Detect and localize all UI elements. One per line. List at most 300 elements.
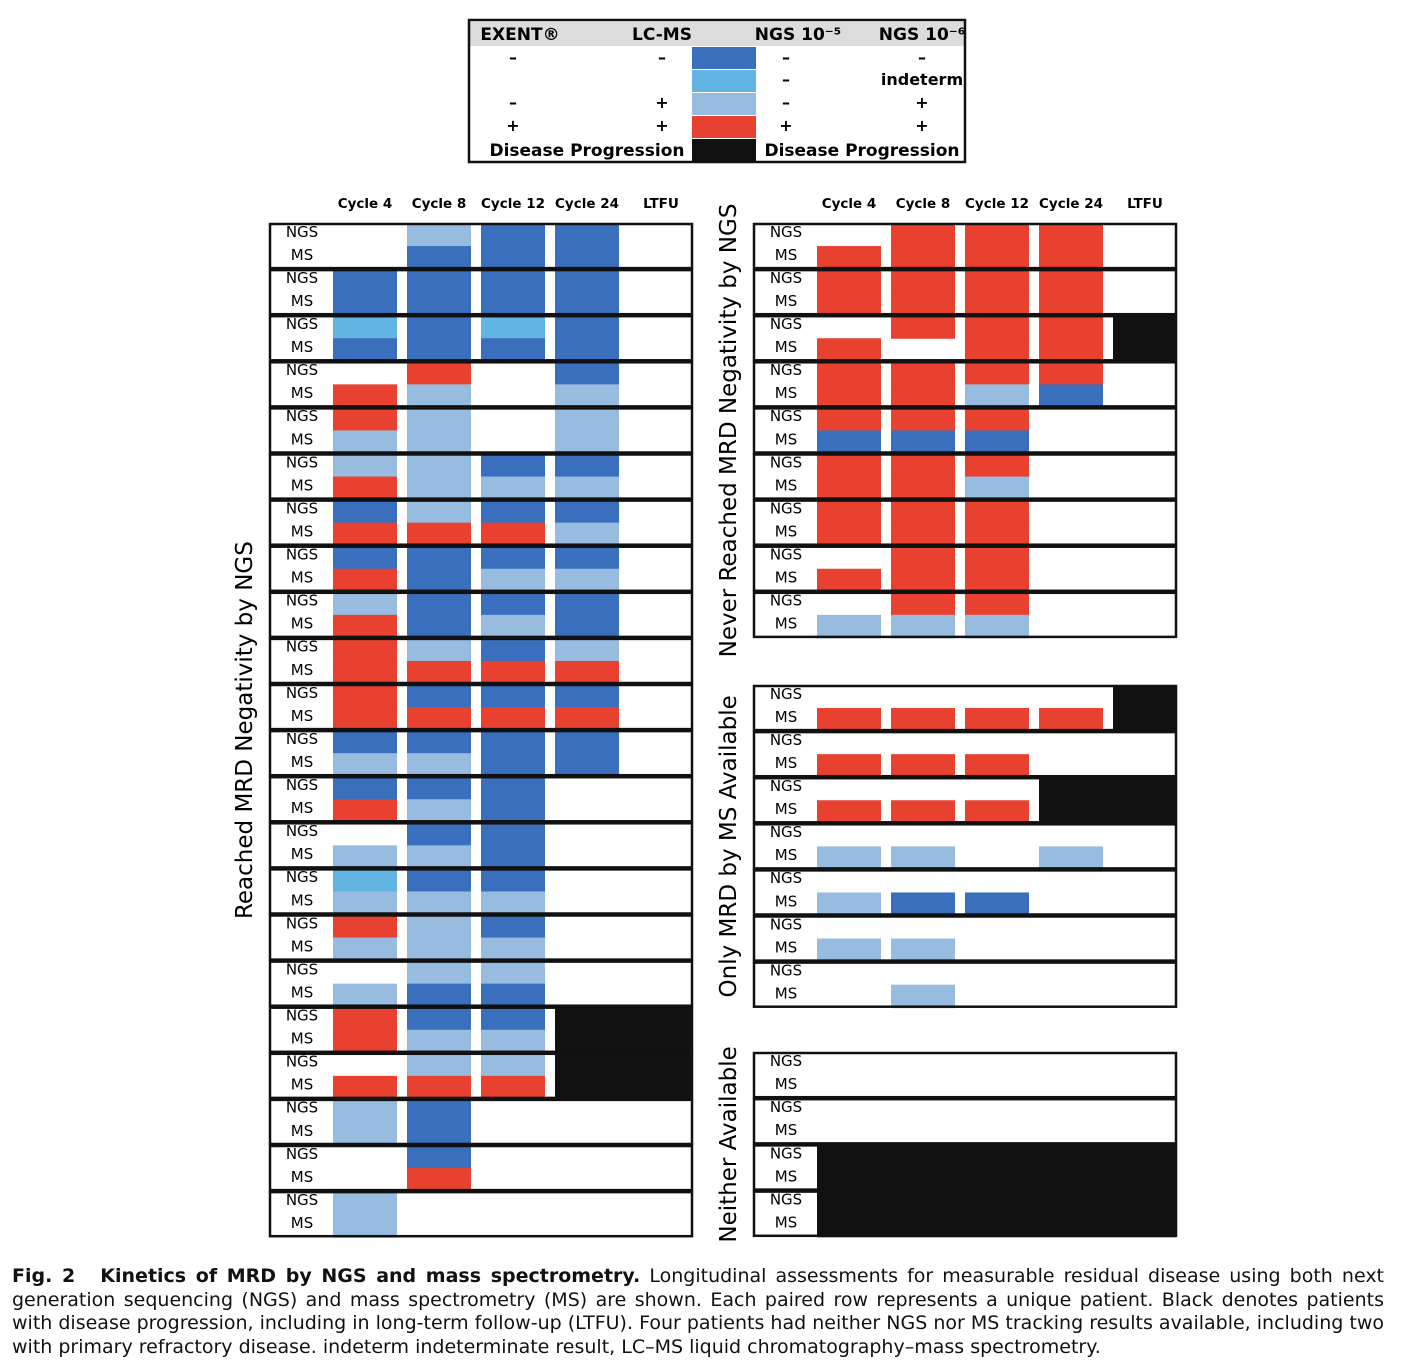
cycle-header-2: Cycle 12: [965, 196, 1029, 212]
row-label-ms: MS: [290, 845, 314, 864]
row-label-ngs: NGS: [769, 823, 803, 842]
patient-row: [270, 1191, 692, 1238]
row-label-ms: MS: [774, 846, 798, 865]
patient-row: [270, 407, 692, 454]
cell-ngs-c2-D: [481, 454, 545, 478]
legend-cell-3-3: +: [915, 116, 929, 135]
patient-row: [270, 684, 692, 731]
patient-row: [754, 315, 1176, 362]
cell-ms-c2-D: [481, 338, 545, 362]
row-label-ms: MS: [774, 338, 798, 357]
cell-ms-c2-D: [481, 799, 545, 823]
row-label-ngs: NGS: [769, 1144, 803, 1163]
cell-ms-c0-R: [333, 569, 397, 593]
cell-ngs-c0-R: [333, 407, 397, 431]
row-label-ngs: NGS: [285, 683, 319, 702]
row-label-ms: MS: [290, 291, 314, 310]
row-label-ms: MS: [290, 1167, 314, 1186]
cell-ngs-c2-D: [481, 269, 545, 293]
cell-ngs-c1-R: [891, 407, 955, 431]
panel-title: Never Reached MRD Negativity by NGS: [716, 203, 742, 658]
cell-ms-c0-R: [817, 523, 881, 547]
row-label-ngs: NGS: [769, 315, 803, 334]
cell-ms-c0-R: [333, 661, 397, 685]
cell-ms-c0-L: [333, 430, 397, 454]
cell-ngs-c0-D: [333, 776, 397, 800]
cell-ms-c2-R: [481, 1076, 545, 1100]
cell-ngs-c0-R: [333, 684, 397, 708]
cell-ms-c2-R: [965, 800, 1029, 824]
patient-row: [270, 546, 692, 593]
cell-ms-c1-L: [407, 845, 471, 869]
cell-ms-c1-D: [891, 430, 955, 454]
legend-progression-right: Disease Progression: [764, 141, 960, 161]
cell-ms-c1-L: [407, 799, 471, 823]
cell-ms-c0-R: [333, 477, 397, 501]
cell-ms-c1-D: [407, 1122, 471, 1146]
patient-row: [270, 1053, 692, 1100]
row-label-ms: MS: [774, 1074, 798, 1093]
cell-ngs-c0-L: [333, 1191, 397, 1215]
cell-ngs-c1-D: [407, 730, 471, 754]
patient-row: [754, 1190, 1176, 1237]
row-label-ngs: NGS: [285, 453, 319, 472]
cell-ms-c1-D: [407, 246, 471, 270]
row-label-ngs: NGS: [285, 545, 319, 564]
cell-ms-c3-L: [555, 477, 619, 501]
row-label-ms: MS: [290, 799, 314, 818]
row-label-ms: MS: [774, 1213, 798, 1232]
cell-ms-c3-K: [555, 1030, 692, 1054]
patient-row: [754, 685, 1176, 732]
panel-only-ms-available: [716, 685, 1176, 1008]
cycle-header-4: LTFU: [1127, 196, 1163, 212]
row-label-ngs: NGS: [769, 222, 803, 241]
row-label-ms: MS: [290, 983, 314, 1002]
cell-ngs-c2-D: [481, 822, 545, 846]
row-label-ms: MS: [774, 245, 798, 264]
cell-ngs-c0-D: [333, 546, 397, 570]
cell-ngs-c2-R: [965, 269, 1029, 293]
cell-ms-c2-D: [481, 753, 545, 777]
cell-ms-c0-L: [333, 891, 397, 915]
row-label-ms: MS: [290, 430, 314, 449]
row-label-ms: MS: [774, 984, 798, 1003]
patient-box: [754, 963, 1176, 1007]
legend-progression-left: Disease Progression: [489, 141, 685, 161]
patient-row: [270, 269, 692, 316]
cell-ms-c1-R: [407, 523, 471, 547]
cell-ms-c2-L: [481, 1030, 545, 1054]
row-label-ngs: NGS: [285, 868, 319, 887]
cell-ngs-c0-R: [333, 1007, 397, 1031]
caption-label: Fig. 2: [12, 1265, 76, 1287]
patient-row: [270, 868, 692, 915]
row-label-ms: MS: [290, 1029, 314, 1048]
cell-ngs-c1-R: [891, 500, 955, 524]
cell-ms-c0-L: [333, 845, 397, 869]
cell-ms-c0-L: [817, 892, 881, 916]
cell-ms-c1-L: [407, 891, 471, 915]
panel-reached-mrd-negativity: [232, 196, 692, 1238]
cell-ms-c0-R: [817, 477, 881, 501]
row-label-ngs: NGS: [285, 822, 319, 841]
patient-row: [270, 361, 692, 408]
cell-ms-c0-L: [333, 1122, 397, 1146]
cell-ngs-c2-R: [965, 315, 1029, 339]
cell-ngs-c3-D: [555, 592, 619, 616]
cell-ngs-c2-R: [965, 454, 1029, 478]
patient-row: [754, 499, 1176, 546]
row-label-ngs: NGS: [769, 684, 803, 703]
cell-ms-c1-D: [407, 984, 471, 1008]
cell-ms-c0-D: [333, 292, 397, 316]
legend-cell-0-2: –: [782, 48, 790, 67]
cell-ngs-c2-D: [481, 500, 545, 524]
cell-ms-c3-R: [1039, 292, 1103, 316]
row-label-ngs: NGS: [769, 1051, 803, 1070]
cell-ms-c1-R: [407, 1076, 471, 1100]
patient-row: [754, 407, 1176, 454]
legend-cell-0-0: –: [509, 48, 517, 67]
cell-ms-c0-R: [817, 246, 881, 270]
cell-ngs-c2-R: [965, 223, 1029, 247]
cell-ms-c3-K: [1039, 800, 1176, 824]
cell-ms-c3-K: [555, 1076, 692, 1100]
patient-row: [754, 546, 1176, 593]
patient-row: [754, 915, 1176, 962]
cell-ms-c1-L: [891, 985, 955, 1009]
cell-ms-c0-R: [333, 1030, 397, 1054]
cell-ngs-c0-L: [333, 592, 397, 616]
cell-ms-c2-L: [481, 615, 545, 639]
cell-ngs-c2-D: [481, 915, 545, 939]
cell-ms-c0-L: [333, 938, 397, 962]
cell-ngs-c1-R: [891, 269, 955, 293]
cell-ms-c2-D: [481, 845, 545, 869]
row-label-ms: MS: [774, 522, 798, 541]
cell-ngs-c3-L: [555, 407, 619, 431]
patient-row: [270, 499, 692, 546]
legend-cell-0-3: –: [918, 48, 926, 67]
legend-cell-1-2: –: [782, 70, 790, 89]
patient-box: [754, 1099, 1176, 1143]
row-label-ms: MS: [290, 1121, 314, 1140]
cell-ms-c0-R: [333, 615, 397, 639]
cell-ngs-c0-R: [817, 500, 881, 524]
cell-ngs-c1-D: [407, 868, 471, 892]
row-label-ngs: NGS: [769, 961, 803, 980]
cell-ms-c2-R: [965, 523, 1029, 547]
legend-cell-3-1: +: [655, 116, 669, 135]
cell-ngs-c2-D: [481, 776, 545, 800]
cell-ms-c0-L: [333, 1214, 397, 1238]
cell-ms-c0-L: [333, 984, 397, 1008]
row-label-ms: MS: [290, 660, 314, 679]
patient-row: [754, 869, 1176, 916]
patient-row: [754, 731, 1176, 778]
legend-cell-2-3: +: [915, 93, 929, 112]
cell-ngs-c2-R: [965, 546, 1029, 570]
row-label-ngs: NGS: [285, 914, 319, 933]
patient-row: [270, 453, 692, 500]
cell-ngs-c0-D: [333, 730, 397, 754]
patient-row: [270, 1145, 692, 1192]
patient-row: [754, 823, 1176, 870]
cell-ms-c2-D: [481, 984, 545, 1008]
cell-ngs-c1-D: [407, 822, 471, 846]
legend-swatch-1: [692, 70, 756, 92]
cell-ms-c1-L: [407, 384, 471, 408]
row-label-ms: MS: [774, 476, 798, 495]
cell-ms-c2-L: [965, 384, 1029, 408]
row-label-ms: MS: [774, 291, 798, 310]
patient-row: [754, 1052, 1176, 1097]
cycle-header-1: Cycle 8: [895, 196, 951, 212]
cell-ngs-c3-R: [1039, 361, 1103, 385]
cell-ms-c0-K: [817, 1168, 1176, 1192]
cell-ngs-c4-K: [1113, 685, 1176, 709]
row-label-ngs: NGS: [285, 591, 319, 610]
cell-ngs-c3-D: [555, 269, 619, 293]
cell-ms-c1-L: [891, 615, 955, 639]
row-label-ngs: NGS: [769, 1190, 803, 1209]
cell-ngs-c2-L: [481, 961, 545, 985]
cell-ngs-c2-D: [481, 868, 545, 892]
row-label-ngs: NGS: [769, 777, 803, 796]
cell-ngs-c1-L: [407, 500, 471, 524]
patient-row: [270, 223, 692, 270]
cell-ms-c1-R: [407, 707, 471, 731]
legend-cell-1-3: indeterm: [880, 70, 964, 89]
cell-ngs-c1-L: [407, 407, 471, 431]
cell-ngs-c1-R: [891, 315, 955, 339]
cell-ngs-c1-L: [407, 454, 471, 478]
cell-ms-c1-R: [891, 754, 955, 778]
cell-ngs-c3-D: [555, 454, 619, 478]
row-label-ms: MS: [290, 568, 314, 587]
cell-ms-c1-D: [407, 615, 471, 639]
cell-ms-c1-D: [407, 338, 471, 362]
row-label-ms: MS: [290, 752, 314, 771]
cycle-header-3: Cycle 24: [1039, 196, 1103, 212]
cell-ms-c0-L: [817, 939, 881, 963]
cell-ngs-c2-R: [965, 361, 1029, 385]
cell-ngs-c3-D: [555, 223, 619, 247]
cell-ms-c2-L: [481, 477, 545, 501]
cell-ngs-c3-D: [555, 546, 619, 570]
cell-ngs-c0-D: [333, 500, 397, 524]
legend-swatch-0: [692, 47, 756, 69]
row-label-ms: MS: [774, 614, 798, 633]
patient-row: [754, 1098, 1176, 1143]
cell-ms-c3-R: [555, 707, 619, 731]
cell-ms-c1-D: [891, 892, 955, 916]
cell-ms-c3-D: [555, 338, 619, 362]
cycle-header-0: Cycle 4: [337, 196, 393, 212]
legend-cell-0-1: –: [658, 48, 666, 67]
cell-ms-c0-R: [333, 707, 397, 731]
cell-ngs-c0-K: [817, 1144, 1176, 1168]
row-label-ngs: NGS: [769, 361, 803, 380]
row-label-ms: MS: [774, 1121, 798, 1140]
row-label-ngs: NGS: [285, 499, 319, 518]
cell-ngs-c2-D: [481, 638, 545, 662]
row-label-ngs: NGS: [285, 268, 319, 287]
row-label-ms: MS: [290, 706, 314, 725]
row-label-ngs: NGS: [769, 407, 803, 426]
patient-row: [270, 914, 692, 961]
cell-ngs-c3-K: [555, 1007, 692, 1031]
legend-header-1: LC-MS: [632, 25, 692, 45]
cell-ms-c1-R: [891, 708, 955, 732]
cell-ms-c0-R: [333, 1076, 397, 1100]
cell-ngs-c0-R: [333, 638, 397, 662]
cell-ms-c2-R: [965, 246, 1029, 270]
row-label-ms: MS: [774, 430, 798, 449]
legend-cell-3-0: +: [506, 116, 520, 135]
cell-ngs-c2-D: [481, 684, 545, 708]
row-label-ms: MS: [774, 753, 798, 772]
cell-ngs-c1-R: [891, 454, 955, 478]
cycle-header-3: Cycle 24: [555, 196, 619, 212]
legend-swatch-4: [692, 139, 756, 161]
patient-row: [270, 960, 692, 1007]
cell-ms-c3-D: [555, 292, 619, 316]
cell-ngs-c0-D: [333, 269, 397, 293]
cell-ngs-c1-D: [407, 315, 471, 339]
patient-box: [270, 1146, 692, 1190]
cell-ms-c2-D: [481, 246, 545, 270]
row-label-ngs: NGS: [285, 1098, 319, 1117]
cell-ngs-c1-D: [407, 592, 471, 616]
cell-ngs-c0-L: [333, 1099, 397, 1123]
patient-row: [754, 453, 1176, 500]
patient-row: [270, 822, 692, 869]
panel-title: Reached MRD Negativity by NGS: [232, 541, 258, 920]
cycle-header-1: Cycle 8: [411, 196, 467, 212]
cell-ms-c1-L: [407, 430, 471, 454]
cell-ngs-c3-K: [555, 1053, 692, 1077]
patient-row: [270, 730, 692, 777]
cell-ms-c1-L: [891, 846, 955, 870]
cell-ngs-c3-K: [1039, 777, 1176, 801]
cell-ngs-c1-D: [407, 1145, 471, 1169]
legend-header-2: NGS 10⁻⁵: [754, 25, 842, 45]
cycle-header-4: LTFU: [643, 196, 679, 212]
row-label-ngs: NGS: [769, 1098, 803, 1117]
legend-cell-2-2: –: [782, 93, 790, 112]
cell-ms-c2-R: [965, 338, 1029, 362]
cell-ms-c0-R: [817, 384, 881, 408]
panel-title: Only MRD by MS Available: [716, 695, 742, 998]
cell-ngs-c3-R: [1039, 315, 1103, 339]
patient-row: [270, 638, 692, 685]
caption-text: Longitudinal assessments for measurable residual disease using both next generation sequencing (NGS) and mass spectrometry (MS) are shown. Each paired row represents a unique patient. Black denotes patients with disease progression, including in long-term follow-up (LTFU). Four patients had neither NGS nor MS tracking results available, including two with primary refractory disease. indeterm indeterminate result, LC–MS liquid chromatography–mass spectrometry.: [12, 1265, 1385, 1358]
cell-ms-c3-L: [555, 523, 619, 547]
cell-ms-c3-R: [555, 661, 619, 685]
row-label-ms: MS: [290, 937, 314, 956]
row-label-ms: MS: [774, 938, 798, 957]
row-label-ms: MS: [774, 892, 798, 911]
patient-row: [754, 223, 1176, 270]
cell-ms-c2-R: [965, 569, 1029, 593]
row-label-ngs: NGS: [769, 591, 803, 610]
cell-ms-c2-D: [965, 892, 1029, 916]
row-label-ms: MS: [290, 891, 314, 910]
cell-ngs-c2-D: [481, 223, 545, 247]
cell-ngs-c1-R: [891, 361, 955, 385]
cell-ngs-c3-D: [555, 361, 619, 385]
cell-ms-c1-R: [891, 569, 955, 593]
cell-ms-c2-L: [481, 569, 545, 593]
cell-ms-c4-K: [1113, 338, 1176, 362]
cell-ms-c1-R: [407, 1168, 471, 1192]
patient-row: [270, 592, 692, 639]
cell-ngs-c2-D: [481, 592, 545, 616]
cell-ms-c2-R: [965, 708, 1029, 732]
cell-ngs-c1-D: [407, 269, 471, 293]
panel-never-reached-mrd-negativity: [716, 196, 1176, 657]
row-label-ngs: NGS: [769, 730, 803, 749]
cell-ngs-c3-D: [555, 730, 619, 754]
patient-row: [270, 1099, 692, 1146]
cell-ngs-c2-R: [965, 407, 1029, 431]
cell-ms-c2-L: [965, 477, 1029, 501]
caption-title: Kinetics of MRD by NGS and mass spectrometry.: [100, 1265, 641, 1287]
row-label-ngs: NGS: [285, 1052, 319, 1071]
row-label-ngs: NGS: [769, 268, 803, 287]
patient-row: [754, 269, 1176, 316]
legend-cell-2-1: +: [655, 93, 669, 112]
cell-ngs-c3-R: [1039, 269, 1103, 293]
cell-ngs-c0-L: [333, 454, 397, 478]
patient-row: [754, 777, 1176, 824]
legend-header-0: EXENT®: [480, 25, 560, 45]
cell-ngs-c2-D: [481, 1007, 545, 1031]
row-label-ngs: NGS: [769, 545, 803, 564]
cell-ms-c2-L: [481, 891, 545, 915]
row-label-ngs: NGS: [285, 960, 319, 979]
cell-ms-c0-D: [817, 430, 881, 454]
cell-ms-c3-D: [555, 615, 619, 639]
cell-ms-c3-L: [555, 430, 619, 454]
patient-row: [754, 361, 1176, 408]
row-label-ngs: NGS: [769, 869, 803, 888]
cell-ngs-c1-R: [407, 361, 471, 385]
cell-ms-c3-R: [1039, 708, 1103, 732]
cell-ms-c1-D: [407, 569, 471, 593]
cell-ngs-c1-L: [407, 915, 471, 939]
row-label-ngs: NGS: [285, 1144, 319, 1163]
cell-ngs-c2-R: [965, 592, 1029, 616]
row-label-ngs: NGS: [285, 361, 319, 380]
cell-ms-c0-R: [817, 292, 881, 316]
row-label-ms: MS: [290, 522, 314, 541]
cell-ms-c1-D: [407, 292, 471, 316]
cell-ngs-c1-L: [407, 223, 471, 247]
cell-ngs-c2-R: [965, 500, 1029, 524]
cell-ms-c1-L: [407, 753, 471, 777]
cycle-header-0: Cycle 4: [821, 196, 877, 212]
cell-ngs-c0-K: [817, 1191, 1176, 1215]
cell-ms-c3-D: [555, 753, 619, 777]
cell-ngs-c1-R: [891, 223, 955, 247]
cell-ms-c1-R: [891, 800, 955, 824]
cell-ngs-c1-L: [407, 638, 471, 662]
cycle-header-2: Cycle 12: [481, 196, 545, 212]
row-label-ms: MS: [290, 1075, 314, 1094]
